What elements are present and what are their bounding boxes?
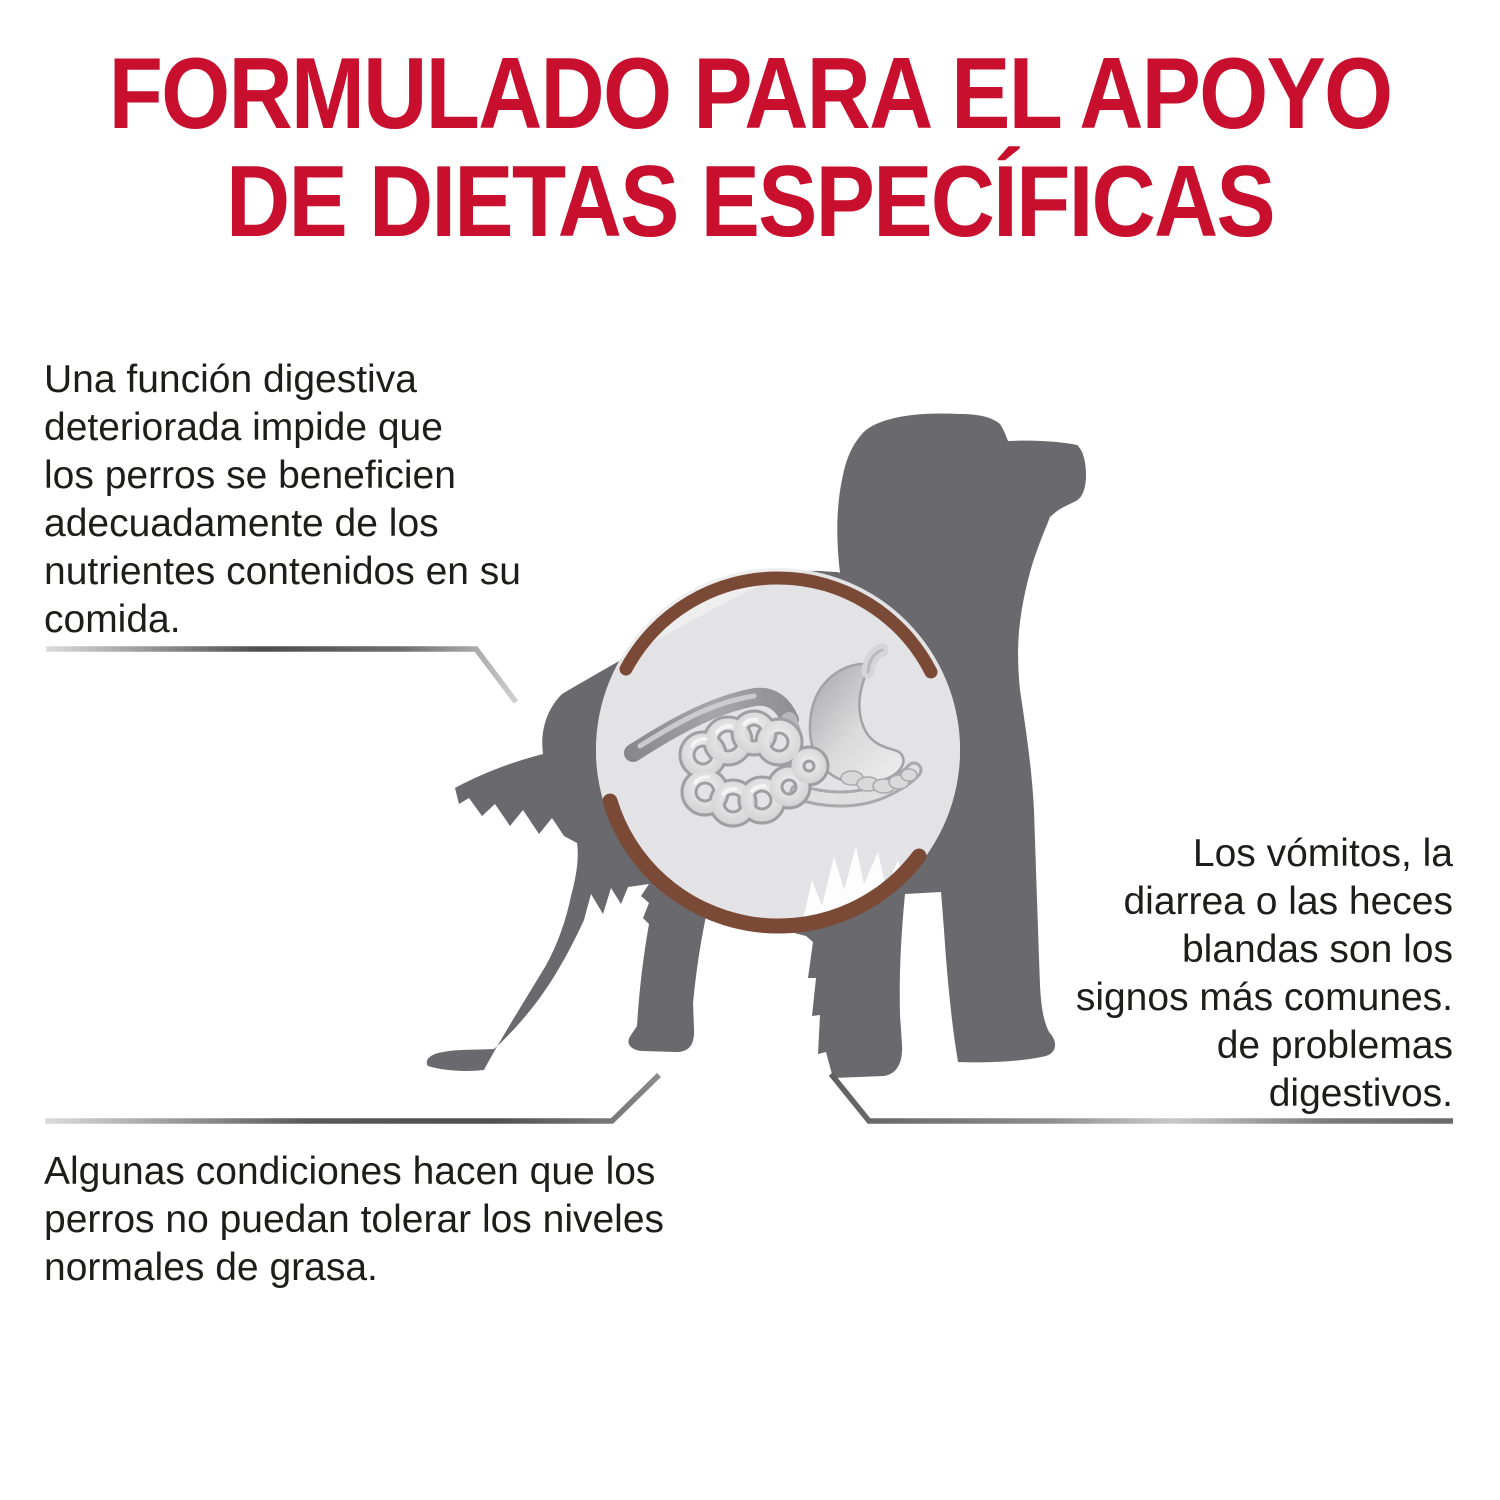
leader-line-digestive-function bbox=[46, 649, 516, 702]
page-title-line-1: FORMULADO PARA EL APOYO bbox=[108, 38, 1392, 150]
leader-line-fat-tolerance bbox=[45, 1075, 659, 1121]
page-title-line-2: DE DIETAS ESPECÍFICAS bbox=[226, 146, 1274, 258]
page-title bbox=[0, 40, 1500, 256]
callout-fat-tolerance-text: Algunas condiciones hacen que los perros no puedan tolerar los niveles normales de grasa. bbox=[44, 1150, 665, 1289]
callout-digestive-signs-text: Los vómitos, la diarrea o las heces blandas son los signos más comunes. de problemas digestivos. bbox=[1075, 832, 1453, 1115]
callout-digestive-function-text: Una función digestiva deteriorada impide que los perros se beneficien adecuadamente de los nutrientes contenidos en su comida. bbox=[44, 358, 521, 641]
